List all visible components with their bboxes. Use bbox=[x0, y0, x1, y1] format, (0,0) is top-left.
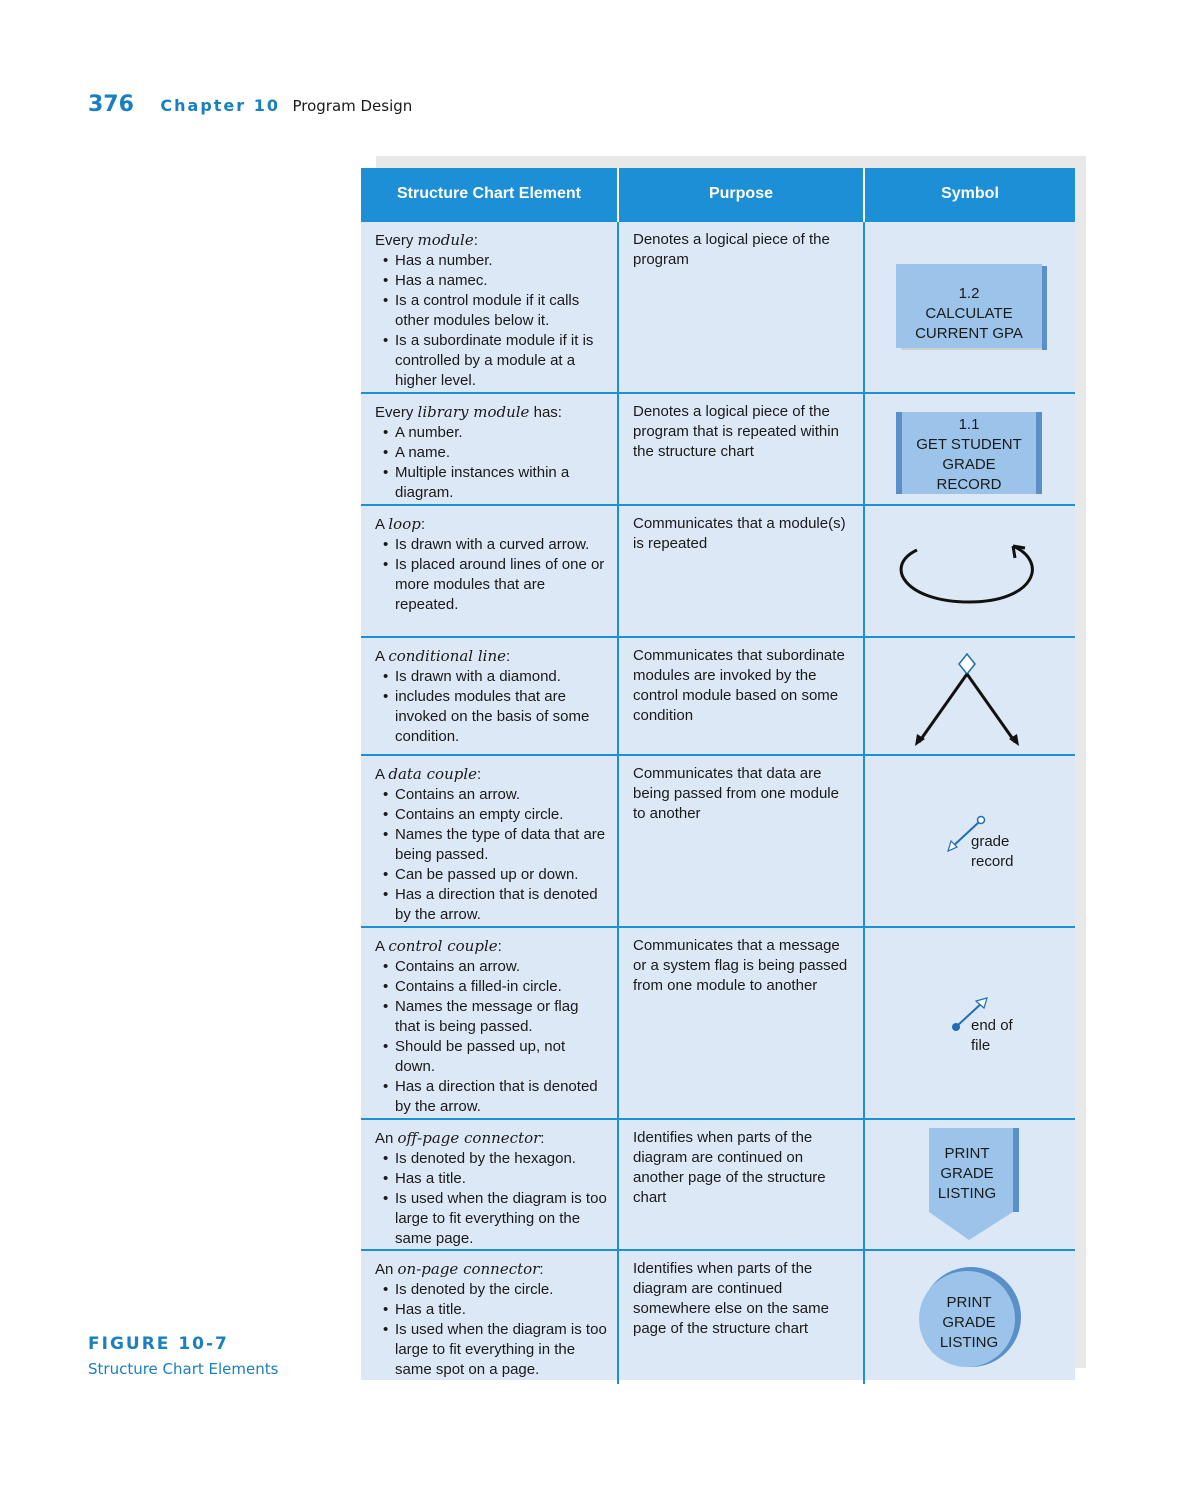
bullet-item: • Is drawn with a curved arrow. bbox=[375, 535, 607, 555]
element-suffix: : bbox=[539, 1261, 544, 1278]
condition-left-line bbox=[919, 674, 967, 742]
symbol-off-page-icon bbox=[865, 1120, 1076, 1248]
table-header-row bbox=[361, 168, 1075, 221]
table-row bbox=[361, 505, 1075, 637]
element-title bbox=[375, 402, 607, 423]
element-bullets bbox=[375, 785, 607, 925]
symbol-text: CALCULATE bbox=[925, 305, 1013, 322]
bullet-item: • Names the message or flag that is being passed. bbox=[375, 997, 607, 1037]
element-prefix: Every bbox=[375, 404, 418, 421]
symbol-text: 1.1 bbox=[958, 416, 980, 433]
element-cell bbox=[361, 927, 618, 1119]
element-title bbox=[375, 936, 607, 957]
element-term: loop bbox=[388, 515, 421, 533]
symbol-text: 1.2 bbox=[958, 285, 980, 302]
data-couple-label bbox=[971, 832, 1014, 872]
bullet-item: • Is a subordinate module if it is controlled by a module at a higher level. bbox=[375, 331, 607, 391]
element-bullets bbox=[375, 423, 607, 503]
library-left-bar bbox=[896, 412, 902, 494]
element-prefix: A bbox=[375, 938, 389, 955]
symbol-library-module-icon bbox=[865, 394, 1076, 506]
bullet-item: • Has a namec. bbox=[375, 271, 607, 291]
element-title bbox=[375, 1128, 607, 1149]
element-suffix: : bbox=[506, 648, 511, 665]
symbol-text: LISTING bbox=[939, 1334, 999, 1351]
element-term: module bbox=[417, 231, 474, 249]
bullet-item: • Multiple instances within a diagram. bbox=[375, 463, 607, 503]
figure-caption bbox=[88, 1334, 278, 1378]
element-title bbox=[375, 646, 607, 667]
purpose-cell bbox=[618, 637, 864, 755]
table-row bbox=[361, 637, 1075, 755]
bullet-item: • Has a title. bbox=[375, 1169, 607, 1189]
table-row bbox=[361, 221, 1075, 393]
symbol-cell bbox=[864, 637, 1075, 755]
element-bullets bbox=[375, 1280, 607, 1380]
bullet-item: • Contains a filled-in circle. bbox=[375, 977, 607, 997]
chapter-label: Chapter 10 bbox=[160, 96, 280, 115]
data-couple-empty-circle bbox=[978, 817, 985, 824]
element-bullets bbox=[375, 535, 607, 615]
bullet-item: • A name. bbox=[375, 443, 607, 463]
element-title bbox=[375, 1259, 607, 1280]
symbol-cell bbox=[864, 505, 1075, 637]
element-term: library module bbox=[417, 403, 530, 421]
data-couple-label-line: grade bbox=[971, 833, 1010, 850]
purpose-cell bbox=[618, 755, 864, 927]
symbol-cell bbox=[864, 393, 1075, 505]
purpose-text: Communicates that data are being passed from one module to another bbox=[633, 765, 839, 822]
structure-chart-table bbox=[361, 168, 1075, 1380]
purpose-cell bbox=[618, 1119, 864, 1250]
control-couple-filled-circle bbox=[952, 1023, 960, 1031]
purpose-text: Communicates that subordinate modules are invoked by the control module based on some condition bbox=[633, 647, 845, 724]
table-row bbox=[361, 393, 1075, 505]
symbol-text: RECORD bbox=[936, 476, 1002, 493]
purpose-text: Identifies when parts of the diagram are continued on another page of the structure chart bbox=[633, 1129, 826, 1206]
symbol-text: GRADE bbox=[942, 1314, 996, 1331]
bullet-item: • Contains an empty circle. bbox=[375, 805, 607, 825]
element-prefix: A bbox=[375, 766, 389, 783]
symbol-loop-icon bbox=[865, 506, 1076, 638]
purpose-cell bbox=[618, 927, 864, 1119]
bullet-item: • Can be passed up or down. bbox=[375, 865, 607, 885]
symbol-text: PRINT bbox=[946, 1294, 992, 1311]
purpose-cell bbox=[618, 1250, 864, 1384]
element-term: data couple bbox=[388, 765, 478, 783]
bullet-item: • Is placed around lines of one or more modules that are repeated. bbox=[375, 555, 607, 615]
element-prefix: A bbox=[375, 516, 389, 533]
bullet-item: • Is used when the diagram is too large to fit everything on the same page. bbox=[375, 1189, 607, 1249]
purpose-cell bbox=[618, 221, 864, 393]
column-header-element: Structure Chart Element bbox=[361, 168, 618, 221]
data-couple-label-line: record bbox=[971, 853, 1014, 870]
symbol-cell bbox=[864, 755, 1075, 927]
element-prefix: An bbox=[375, 1130, 398, 1147]
element-prefix: Every bbox=[375, 232, 418, 249]
symbol-text: GRADE bbox=[942, 456, 996, 473]
figure-label: FIGURE 10-7 bbox=[88, 1334, 229, 1354]
column-header-purpose: Purpose bbox=[618, 168, 864, 221]
symbol-text: GRADE bbox=[940, 1165, 994, 1182]
column-header-symbol: Symbol bbox=[864, 168, 1075, 221]
bullet-item: • Contains an arrow. bbox=[375, 785, 607, 805]
purpose-text: Communicates that a message or a system flag is being passed from one module to another bbox=[633, 937, 848, 994]
element-suffix: : bbox=[497, 938, 502, 955]
chapter-title: Program Design bbox=[292, 97, 413, 115]
purpose-text: Communicates that a module(s) is repeated bbox=[633, 515, 846, 552]
off-page-connector-edge bbox=[1013, 1128, 1019, 1212]
control-couple-label-line: file bbox=[971, 1037, 991, 1054]
bullet-item: • Has a direction that is denoted by the arrow. bbox=[375, 1077, 607, 1117]
symbol-text: LISTING bbox=[937, 1185, 997, 1202]
symbol-cell bbox=[864, 1119, 1075, 1250]
bullet-item: • Is a control module if it calls other modules below it. bbox=[375, 291, 607, 331]
element-suffix: has: bbox=[529, 404, 562, 421]
element-prefix: An bbox=[375, 1261, 398, 1278]
element-suffix: : bbox=[473, 232, 478, 249]
element-term: off-page connector bbox=[397, 1129, 541, 1147]
symbol-module-icon bbox=[865, 222, 1076, 394]
bullet-item: • Is denoted by the hexagon. bbox=[375, 1149, 607, 1169]
bullet-item: • Has a title. bbox=[375, 1300, 607, 1320]
symbol-text: CURRENT GPA bbox=[915, 325, 1023, 342]
element-suffix: : bbox=[477, 766, 482, 783]
bullet-item: • A number. bbox=[375, 423, 607, 443]
figure-title: Structure Chart Elements bbox=[88, 1360, 279, 1378]
element-bullets bbox=[375, 1149, 607, 1249]
element-suffix: : bbox=[420, 516, 425, 533]
symbol-cell bbox=[864, 927, 1075, 1119]
element-title bbox=[375, 764, 607, 785]
symbol-conditional-icon bbox=[865, 638, 1076, 756]
table-row bbox=[361, 1250, 1075, 1384]
element-term: on-page connector bbox=[397, 1260, 540, 1278]
element-term: conditional line bbox=[388, 647, 507, 665]
purpose-cell bbox=[618, 505, 864, 637]
control-couple-label-line: end of bbox=[971, 1017, 1013, 1034]
symbol-text: GET STUDENT bbox=[916, 436, 1022, 453]
element-cell bbox=[361, 1119, 618, 1250]
library-right-bar bbox=[1036, 412, 1042, 494]
loop-curve bbox=[901, 546, 1032, 602]
element-cell bbox=[361, 221, 618, 393]
bullet-item: • Should be passed up, not down. bbox=[375, 1037, 607, 1077]
table-row bbox=[361, 927, 1075, 1119]
symbol-cell bbox=[864, 221, 1075, 393]
bullet-item: • Contains an arrow. bbox=[375, 957, 607, 977]
element-bullets bbox=[375, 667, 607, 747]
bullet-item: • includes modules that are invoked on the basis of some condition. bbox=[375, 687, 607, 747]
page-number: 376 bbox=[88, 92, 134, 117]
bullet-item: • Is denoted by the circle. bbox=[375, 1280, 607, 1300]
element-suffix: : bbox=[540, 1130, 545, 1147]
element-cell bbox=[361, 393, 618, 505]
purpose-cell bbox=[618, 393, 864, 505]
module-edge bbox=[1042, 266, 1047, 350]
condition-right-line bbox=[967, 674, 1015, 742]
bullet-item: • Has a number. bbox=[375, 251, 607, 271]
bullet-item: • Is used when the diagram is too large to fit everything in the same spot on a page. bbox=[375, 1320, 607, 1380]
bullet-item: • Is drawn with a diamond. bbox=[375, 667, 607, 687]
condition-diamond bbox=[959, 654, 975, 674]
purpose-text: Denotes a logical piece of the program bbox=[633, 231, 830, 268]
symbol-text: PRINT bbox=[944, 1145, 990, 1162]
page-header bbox=[88, 92, 412, 117]
purpose-text: Denotes a logical piece of the program that is repeated within the structure chart bbox=[633, 403, 839, 460]
table-row bbox=[361, 755, 1075, 927]
element-title bbox=[375, 514, 607, 535]
element-bullets bbox=[375, 957, 607, 1117]
element-cell bbox=[361, 1250, 618, 1384]
element-prefix: A bbox=[375, 648, 389, 665]
table-row bbox=[361, 1119, 1075, 1250]
symbol-on-page-icon bbox=[865, 1251, 1076, 1385]
element-title bbox=[375, 230, 607, 251]
element-term: control couple bbox=[388, 937, 498, 955]
element-cell bbox=[361, 505, 618, 637]
purpose-text: Identifies when parts of the diagram are continued somewhere else on the same page of the structure chart bbox=[633, 1260, 829, 1337]
element-cell bbox=[361, 637, 618, 755]
control-couple-label bbox=[971, 1016, 1013, 1056]
symbol-cell bbox=[864, 1250, 1075, 1384]
bullet-item: • Has a direction that is denoted by the arrow. bbox=[375, 885, 607, 925]
element-cell bbox=[361, 755, 618, 927]
bullet-item: • Names the type of data that are being passed. bbox=[375, 825, 607, 865]
element-bullets bbox=[375, 251, 607, 391]
